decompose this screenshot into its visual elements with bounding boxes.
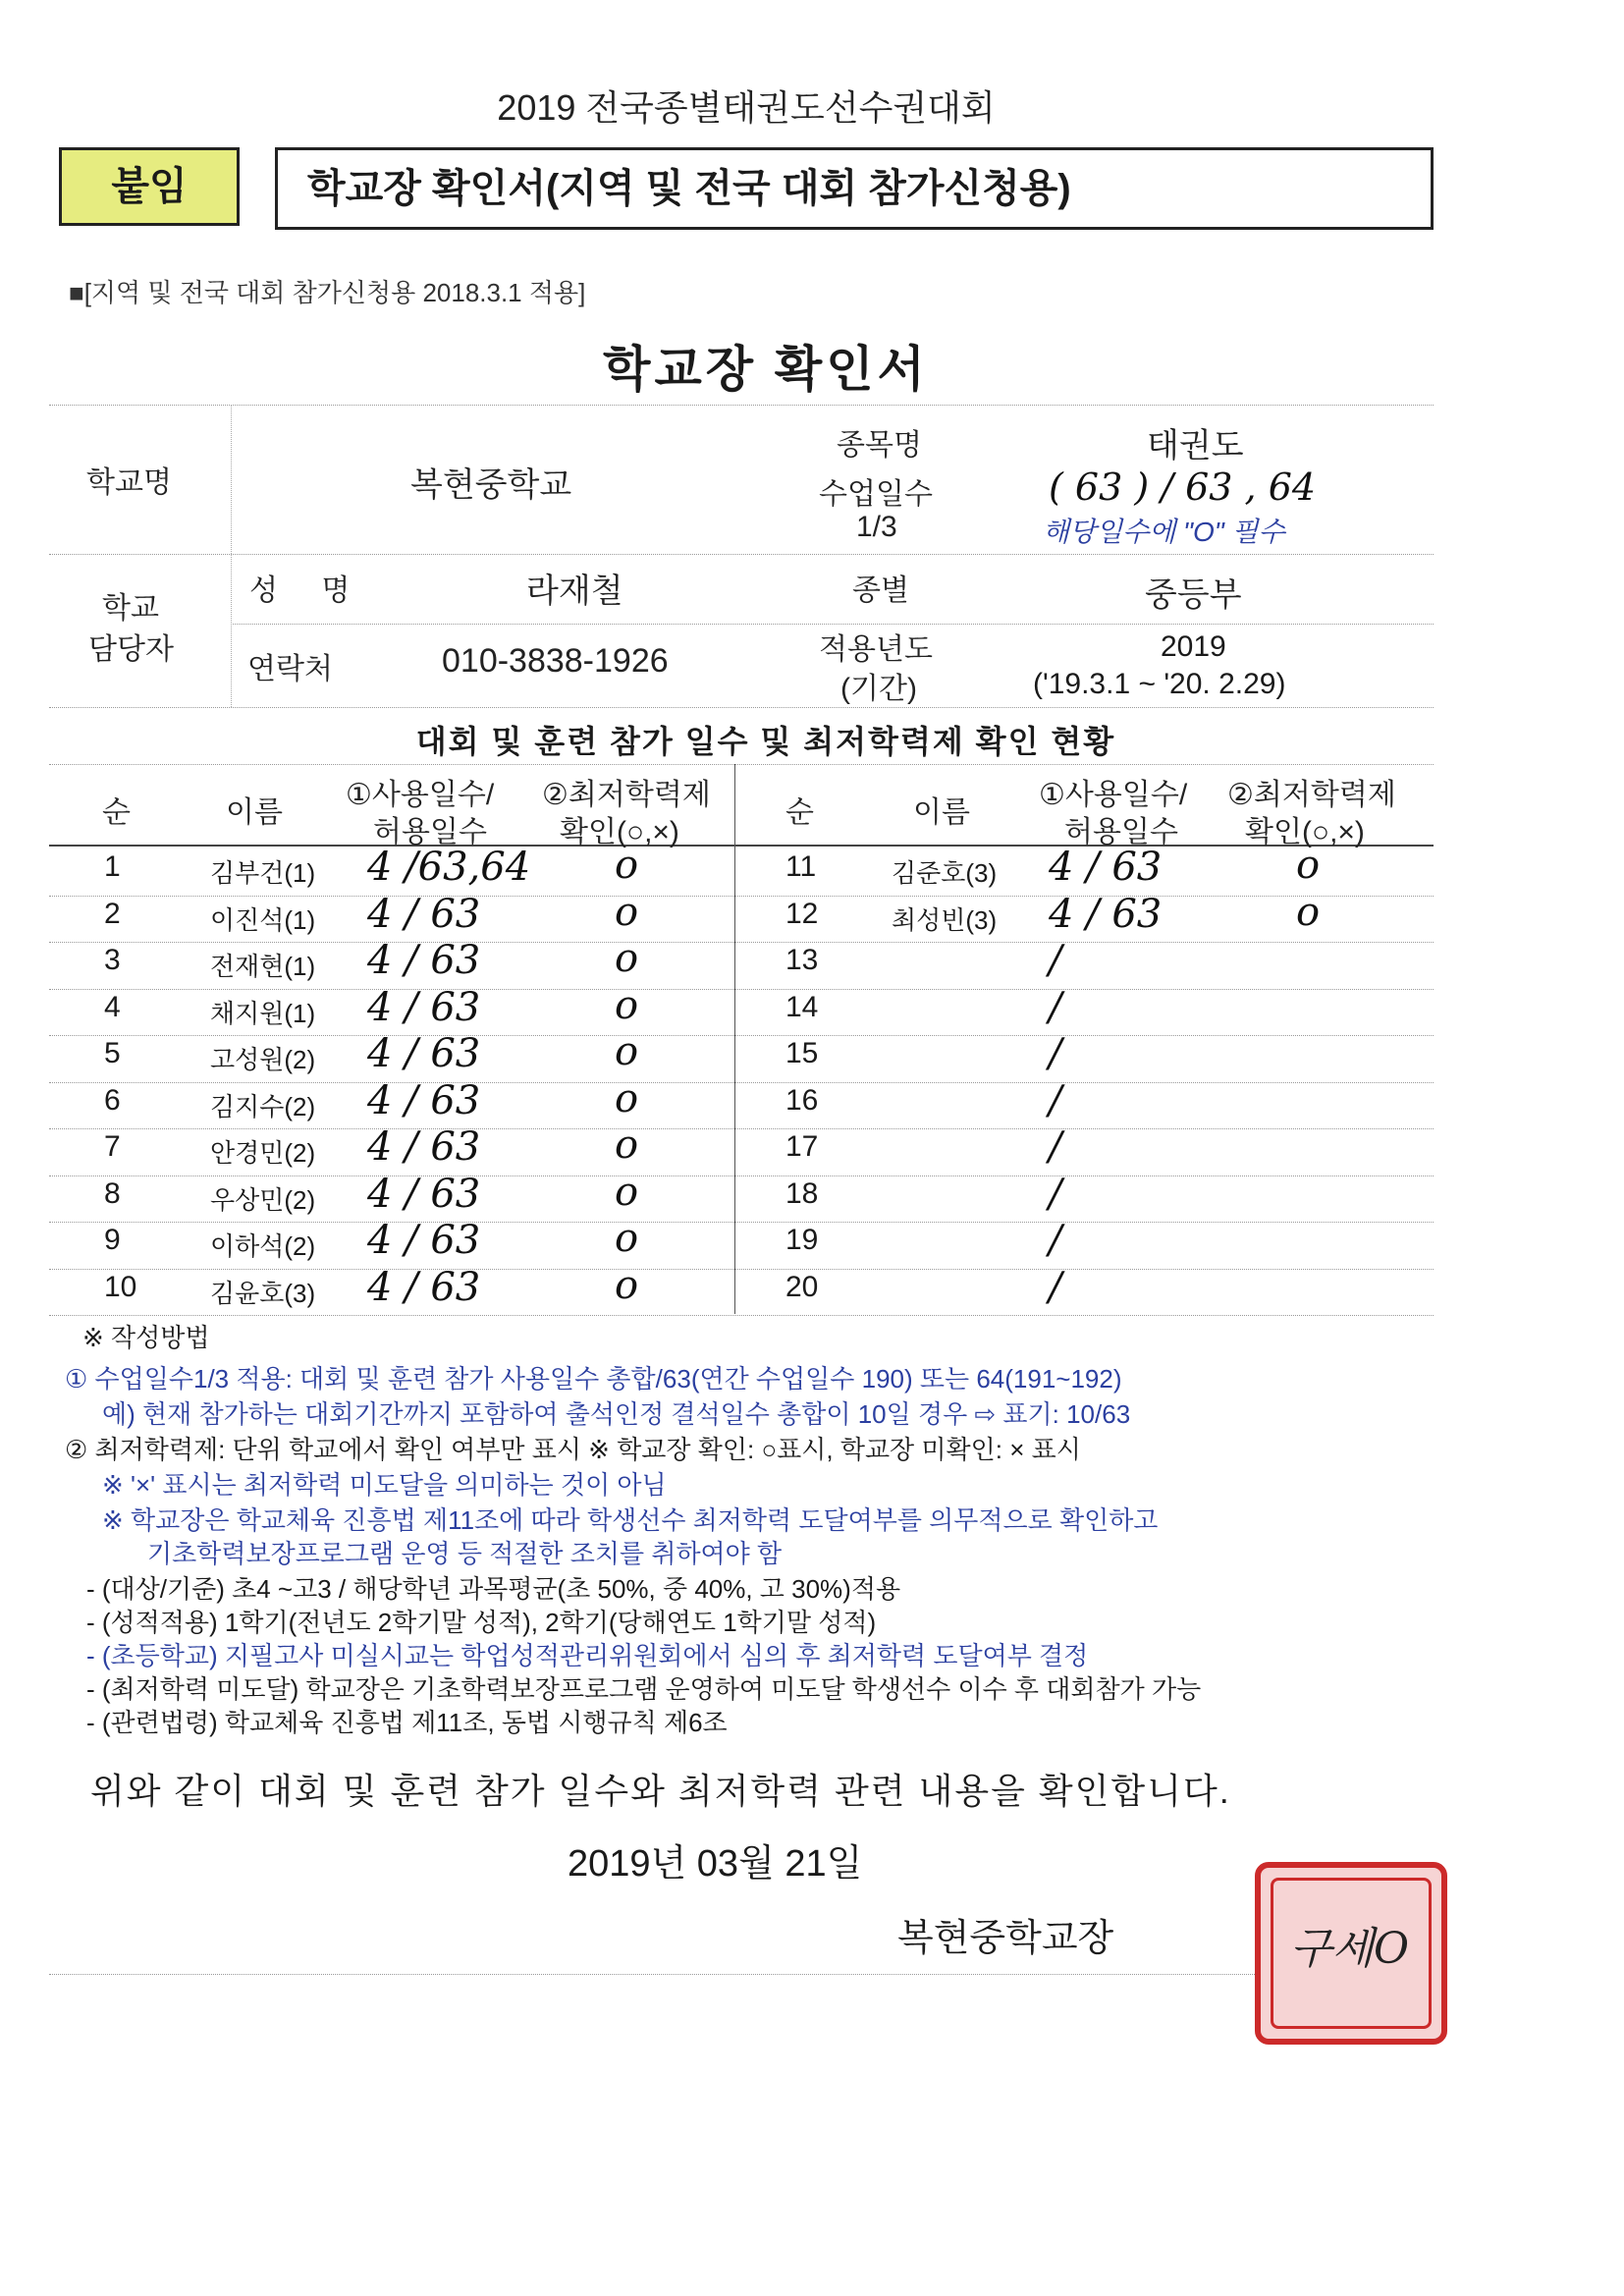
usage-days: / [1049, 1218, 1062, 1263]
academic-check: o [615, 1029, 639, 1074]
academic-check: o [615, 843, 639, 888]
academic-check: o [615, 1169, 639, 1215]
row-number: 20 [785, 1270, 819, 1303]
contact-label: 연락처 [247, 653, 333, 685]
row-rule [49, 1269, 1434, 1270]
row-number: 8 [104, 1176, 121, 1210]
rule [49, 764, 1434, 765]
period-value: ('19.3.1 ~ '20. 2.29) [1033, 668, 1286, 700]
usage-days: 4 / 63 [1049, 891, 1163, 937]
header-check-2: 확인(○,×) [560, 816, 679, 848]
row-number: 2 [104, 897, 121, 930]
header-usage-2-right: 허용일수 [1064, 816, 1178, 848]
student-name: 김부건(1) [210, 858, 316, 888]
classdays-note: 해당일수에 "O" 필수 [1043, 517, 1285, 547]
row-rule [49, 942, 1434, 943]
instructions-heading: ※ 작성방법 [82, 1323, 210, 1352]
sport-value: 태권도 [1147, 427, 1244, 465]
row-number: 1 [104, 850, 121, 883]
academic-check: o [615, 1122, 639, 1168]
row-number: 3 [104, 944, 121, 976]
row-number: 4 [104, 990, 121, 1023]
student-name: 전재현(1) [210, 952, 316, 981]
signer-name: 복현중학교장 [897, 1918, 1114, 1959]
row-number: 15 [785, 1037, 819, 1069]
usage-days: 4 / 63 [367, 1171, 481, 1217]
usage-days: / [1049, 938, 1062, 983]
manager-label-2: 담당자 [88, 633, 174, 666]
header-name-right: 이름 [913, 796, 970, 829]
row-number: 14 [785, 990, 819, 1023]
rule [49, 845, 1434, 847]
header-no: 순 [102, 796, 131, 829]
sport-label: 종목명 [837, 429, 922, 462]
instruction-line-11: - (관련법령) 학교체육 진흥법 제11조, 동법 시행규칙 제6조 [86, 1708, 728, 1737]
student-name: 이하석(2) [210, 1231, 316, 1261]
header-usage-2: 허용일수 [373, 816, 487, 848]
instruction-line-5: ※ 학교장은 학교체육 진흥법 제11조에 따라 학생선수 최저학력 도달여부를 의무적으로 확인하고 [102, 1505, 1159, 1535]
instruction-line-10: - (최저학력 미도달) 학교장은 기초학력보장프로그램 운영하여 미도달 학생선수 이수 후 대회참가 가능 [86, 1674, 1202, 1704]
column-divider [734, 764, 735, 1314]
rule [49, 707, 1434, 708]
school-value: 복현중학교 [410, 466, 572, 504]
usage-days: 4 /63,64 [367, 845, 531, 890]
period-label: (기간) [840, 673, 917, 705]
rule [49, 405, 1434, 406]
instruction-line-8: - (성적적용) 1학기(전년도 2학기말 성적), 2학기(당해연도 1학기말 성적) [86, 1608, 877, 1637]
row-number: 6 [104, 1083, 121, 1117]
principal-signature: 구세O [1290, 1924, 1410, 1974]
classdays-label: 수업일수 [819, 478, 933, 511]
row-number: 19 [785, 1224, 819, 1256]
section-title: 대회 및 훈련 참가 일수 및 최저학력제 확인 현황 [415, 724, 1116, 759]
row-number: 9 [104, 1224, 121, 1256]
student-name: 최성빈(3) [892, 904, 998, 935]
attach-label: 붙임 [59, 147, 240, 226]
usage-days: 4 / 63 [1049, 845, 1163, 890]
name-label: 성 명 [249, 574, 368, 607]
rule [231, 405, 232, 707]
row-number: 10 [104, 1270, 137, 1303]
row-number: 13 [785, 944, 819, 976]
rule [49, 1974, 1434, 1975]
header-check-right: ②최저학력제 [1227, 779, 1396, 811]
usage-days: 4 / 63 [367, 1218, 481, 1263]
usage-days: 4 / 63 [367, 891, 481, 937]
header-usage-right: ①사용일수/ [1039, 779, 1188, 811]
name-value: 라재철 [526, 573, 623, 610]
header-name: 이름 [226, 796, 283, 829]
instruction-line-6: 기초학력보장프로그램 운영 등 적절한 조치를 취하여야 함 [147, 1539, 783, 1568]
row-rule [49, 1035, 1434, 1036]
instruction-line-4: ※ '×' 표시는 최저학력 미도달을 의미하는 것이 아님 [102, 1470, 667, 1500]
academic-check: o [615, 936, 639, 981]
row-number: 17 [785, 1130, 819, 1163]
usage-days: / [1049, 1171, 1062, 1217]
event-title: 2019 전국종별태권도선수권대회 [497, 87, 996, 128]
row-rule [49, 1222, 1434, 1223]
school-label: 학교명 [86, 466, 172, 499]
usage-days: 4 / 63 [367, 1264, 481, 1310]
instruction-line-1: ① 수업일수1/3 적용: 대회 및 훈련 참가 사용일수 총합/63(연간 수업일수 190) 또는 64(191~192) [65, 1364, 1122, 1394]
row-number: 5 [104, 1037, 121, 1069]
academic-check: o [615, 1262, 639, 1308]
row-number: 12 [785, 897, 819, 930]
row-rule [49, 1082, 1434, 1083]
usage-days: / [1049, 984, 1062, 1030]
usage-days: 4 / 63 [367, 938, 481, 983]
rule [49, 554, 1434, 555]
academic-check: o [615, 1216, 639, 1261]
header-check: ②최저학력제 [542, 779, 711, 811]
instruction-line-2: 예) 현재 참가하는 대회기간까지 포함하여 출석인정 결석일수 총합이 10일 경우 ⇨ 표기: 10/63 [102, 1399, 1131, 1429]
usage-days: / [1049, 1264, 1062, 1310]
student-name: 김준호(3) [892, 858, 998, 888]
date-text: 2019년 03월 21일 [568, 1843, 863, 1885]
classdays-fraction-label: 1/3 [856, 511, 897, 543]
header-no-right: 순 [785, 796, 814, 829]
student-name: 우상민(2) [210, 1184, 316, 1215]
row-number: 18 [785, 1176, 819, 1210]
usage-days: 4 / 63 [367, 1077, 481, 1123]
usage-days: 4 / 63 [367, 984, 481, 1030]
academic-check: o [1296, 889, 1321, 935]
manager-label: 학교 [102, 592, 159, 625]
row-number: 16 [785, 1083, 819, 1117]
confirmation-text: 위와 같이 대회 및 훈련 참가 일수와 최저학력 관련 내용을 확인합니다. [90, 1771, 1231, 1811]
academic-check: o [615, 1075, 639, 1121]
student-name: 김윤호(3) [210, 1278, 316, 1308]
school-seal [1255, 1862, 1447, 2045]
instruction-line-9: - (초등학교) 지필고사 미실시교는 학업성적관리위원회에서 심의 후 최저학력 도달여부 결정 [86, 1641, 1089, 1670]
row-number: 11 [785, 850, 817, 883]
applicability-note: ■[지역 및 전국 대회 참가신청용 2018.3.1 적용] [69, 278, 586, 307]
header-usage: ①사용일수/ [346, 779, 495, 811]
usage-days: 4 / 63 [367, 1124, 481, 1170]
row-rule [49, 1175, 1434, 1176]
student-name: 안경민(2) [210, 1138, 316, 1168]
usage-days: / [1049, 1031, 1062, 1076]
academic-check: o [615, 982, 639, 1028]
category-label: 종별 [852, 574, 909, 607]
contact-value: 010-3838-1926 [442, 642, 669, 680]
classdays-value: ( 63 ) / 63 , 64 [1049, 465, 1317, 509]
year-value: 2019 [1161, 630, 1226, 663]
academic-check: o [615, 889, 639, 935]
category-value: 중등부 [1145, 576, 1242, 614]
academic-check: o [1296, 843, 1321, 888]
header-check-2-right: 확인(○,×) [1245, 816, 1365, 848]
form-title: 학교장 확인서(지역 및 전국 대회 참가신청용) [275, 147, 1434, 230]
row-rule [49, 896, 1434, 897]
usage-days: 4 / 63 [367, 1031, 481, 1076]
usage-days: / [1049, 1124, 1062, 1170]
instruction-line-7: - (대상/기준) 초4 ~고3 / 해당학년 과목평균(초 50%, 중 40%, 고 30%)적용 [86, 1574, 901, 1604]
student-name: 고성원(2) [210, 1045, 316, 1074]
row-rule [49, 1315, 1434, 1316]
student-name: 채지원(1) [210, 998, 316, 1028]
document-title: 학교장 확인서 [603, 342, 929, 397]
student-name: 이진석(1) [210, 904, 316, 935]
row-number: 7 [104, 1130, 121, 1163]
row-rule [49, 1128, 1434, 1129]
row-rule [49, 989, 1434, 990]
year-label: 적용년도 [819, 633, 933, 666]
student-name: 김지수(2) [210, 1091, 316, 1121]
instruction-line-3: ② 최저학력제: 단위 학교에서 확인 여부만 표시 ※ 학교장 확인: ○표시, 학교장 미확인: × 표시 [65, 1435, 1081, 1464]
usage-days: / [1049, 1077, 1062, 1123]
